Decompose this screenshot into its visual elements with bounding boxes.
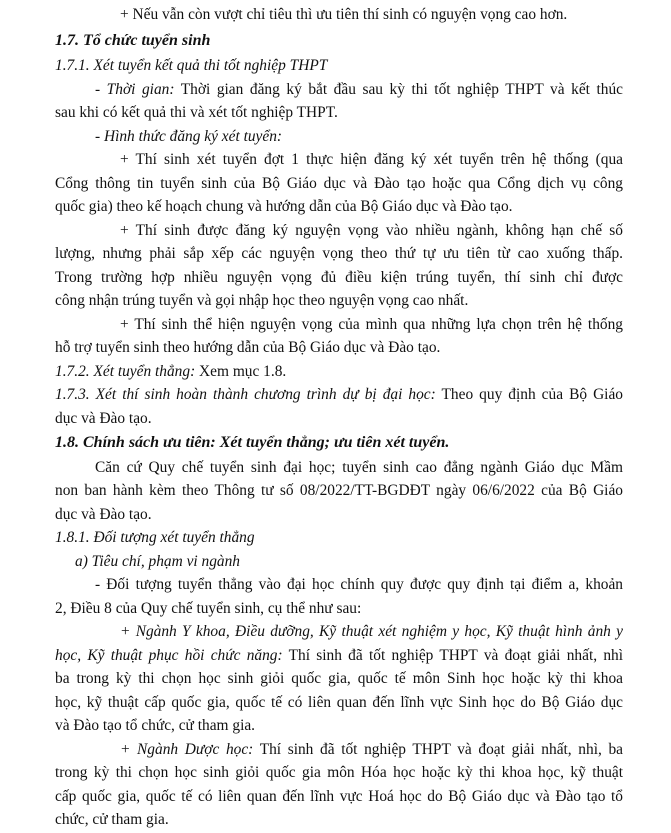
inline-text: Xem mục 1.8. [195,363,287,380]
text-line: non ban hành kèm theo Thông tư số 08/2022/TT-BGDĐT ngày 06/6/2022 của Bộ Giáo [55,482,623,499]
subsection-1-7-2 [55,362,286,382]
text-line: + Nếu vẫn còn vượt chỉ tiêu thì ưu tiên thí sinh có nguyện vọng cao hơn. [120,6,568,23]
text-line: học, kỹ thuật cấp quốc gia, quốc tế có liên quan đến lĩnh vực Sinh học do Bộ Giáo dục [55,694,623,711]
inline-text: Thời gian đăng ký bắt đầu sau kỳ thi tốt nghiệp THPT và kết thúc [174,81,623,98]
text-line: Cổng thông tin tuyển sinh của Bộ Giáo dục và Đào tạo hoặc qua Cổng dịch vụ công [55,175,623,192]
inline-label: - Thời gian: [95,81,175,98]
text-line: lượng, nhưng phải sắp xếp các nguyện vọng theo thứ tự ưu tiên từ cao xuống thấp. [55,245,623,262]
inline-text: Theo quy định của Bộ Giáo [435,386,623,403]
section-heading-1-7: 1.7. Tổ chức tuyển sinh [55,32,211,49]
text-line: và Đào tạo tổ chức, cử tham gia. [55,717,256,734]
text-line [55,646,623,666]
text-line: 2, Điều 8 của Quy chế tuyển sinh, cụ thể như sau: [55,600,362,617]
inline-label: + Ngành Dược học: [120,741,254,758]
section-heading-1-8: 1.8. Chính sách ưu tiên: Xét tuyển thẳng; ưu tiên xét tuyển. [55,434,450,451]
text-line-italic: - Hình thức đăng ký xét tuyển: [95,128,283,145]
text-line: + Thí sinh thể hiện nguyện vọng của mình qua những lựa chọn trên hệ thống [120,316,623,333]
text-line: công nhận trúng tuyển và gọi nhập học theo nguyện vọng cao nhất. [55,292,469,309]
inline-text: Thí sinh đã tốt nghiệp THPT và đoạt giải nhất, nhì [282,647,623,664]
subsection-1-7-3 [55,385,623,405]
subsection-heading-1-7-1: 1.7.1. Xét tuyển kết quả thi tốt nghiệp THPT [55,57,328,74]
text-line: cấp quốc gia, quốc tế có liên quan đến lĩnh vực Hoá học do Bộ Giáo dục và Đào tạo tổ [55,788,623,805]
text-line: quốc gia) theo kế hoạch chung và hướng dẫn của Bộ Giáo dục và Đào tạo. [55,198,513,215]
text-line: + Thí sinh được đăng ký nguyện vọng vào nhiều ngành, không hạn chế số [120,222,623,239]
text-line: dục và Đào tạo. [55,506,152,523]
text-line: Căn cứ Quy chế tuyển sinh đại học; tuyển sinh cao đẳng ngành Giáo dục Mầm [95,459,623,476]
text-line: trong kỳ thi chọn học sinh giỏi quốc gia môn Hóa học hoặc kỳ thi khoa học, kỹ thuật [55,764,623,781]
text-line [95,80,623,100]
inline-label: 1.7.3. Xét thí sinh hoàn thành chương trình dự bị đại học: [55,386,436,403]
text-line: + Thí sinh xét tuyển đợt 1 thực hiện đăng ký xét tuyển trên hệ thống (qua [120,151,623,168]
subsection-heading-1-8-1: 1.8.1. Đối tượng xét tuyển thẳng [55,529,255,546]
text-line: ba trong kỳ thi chọn học sinh giỏi quốc gia, quốc tế môn Sinh học hoặc kỳ thi khoa [55,670,623,687]
inline-label: học, Kỹ thuật phục hồi chức năng: [55,647,283,664]
text-line: Trong trường hợp nhiều nguyện vọng đủ điều kiện trúng tuyển, thí sinh chỉ được [55,269,623,286]
text-line: - Đối tượng tuyển thẳng vào đại học chính quy được quy định tại điểm a, khoản [95,576,623,593]
item-heading-a: a) Tiêu chí, phạm vi ngành [75,553,241,570]
inline-label: 1.7.2. Xét tuyển thẳng: [55,363,196,380]
text-line: hỗ trợ tuyển sinh theo hướng dẫn của Bộ Giáo dục và Đào tạo. [55,339,441,356]
inline-text: Thí sinh đã tốt nghiệp THPT và đoạt giải nhất, nhì, ba [253,741,623,758]
text-line: dục và Đào tạo. [55,410,152,427]
text-line [120,740,623,760]
text-line: sau khi có kết quả thi và xét tốt nghiệp THPT. [55,104,338,121]
text-line: chức, cử tham gia. [55,811,169,828]
text-line-italic: + Ngành Y khoa, Điều dưỡng, Kỹ thuật xét nghiệm y học, Kỹ thuật hình ảnh y [120,623,623,640]
